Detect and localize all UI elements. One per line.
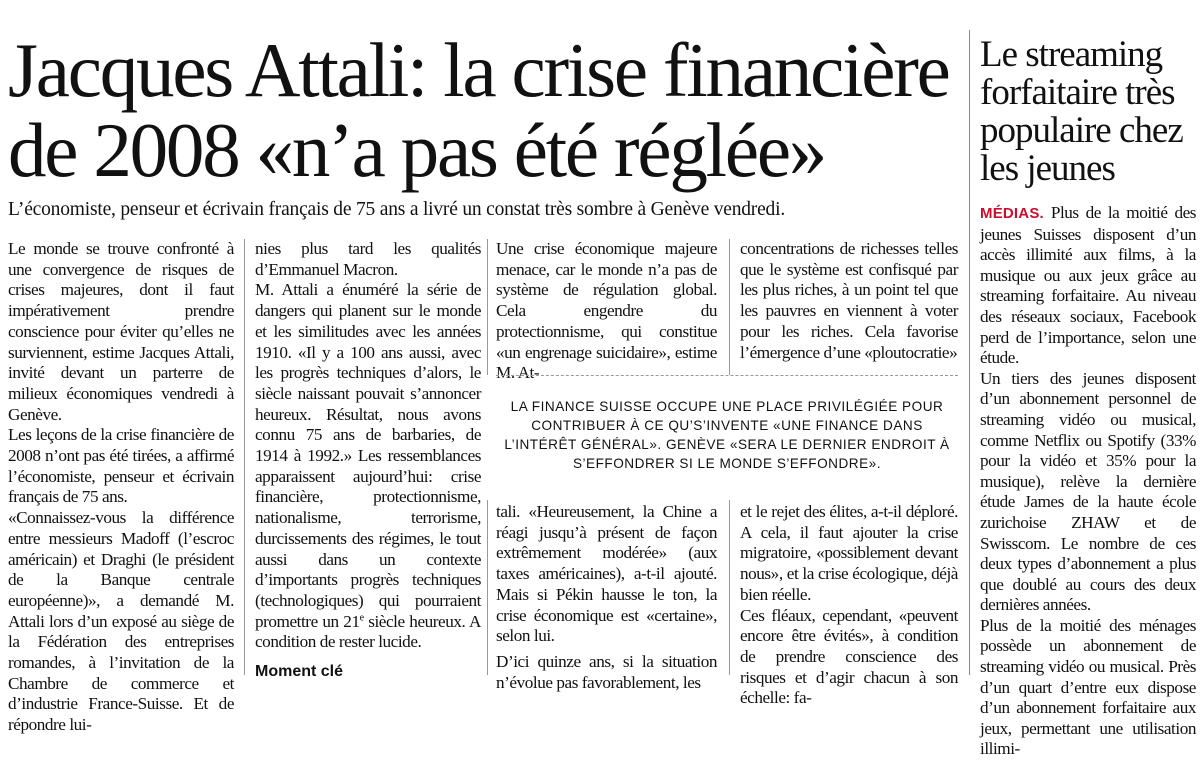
paragraph-text: Plus de la moitié des jeunes Suisses disposent d’un accès illimité aux films, à la musique ou aux jeux grâce au streaming forfaitaire. Au niveau des réseaux sociaux, Facebook perd de l’importance, selon une étude. <box>980 203 1196 368</box>
paragraph: tali. «Heureusement, la Chine a réagi jusqu’à présent de façon extrêmement modérée» (aux taxes américaines), a-t-il ajouté. Mais si Pékin hausse le ton, la crise économique est «certaine», selon lui. <box>496 502 717 646</box>
paragraph-text: M. Attali a énuméré la série de dangers qui planent sur le monde et les similitudes avec les années 1910. «Il y a 100 ans aussi, avec les progrès techniques d’alors, le siècle naissant pouvait s’annoncer heureux. Résultat, nous avons connu 75 ans de barbaries, de 1914 à 1992.» Les ressemblances apparaissent aujourd’hui: crise financière, protectionnisme, nationalisme, terrorisme, durcissements des régimes, le tout aussi dans un contexte d’importants progrès techniques (technologiques) qui pourraient promettre un 21 <box>255 280 481 631</box>
column-divider <box>729 500 730 675</box>
paragraph: «Connaissez-vous la différence entre messieurs Madoff (l’escroc américain) et Draghi (le président de la Banque centrale européenne)», a demandé M. Attali lors d’un exposé au siège de la Fédération des entreprises romandes, à l’invitation de la Chambre de commerce et d’industrie France-Suisse. Et de répondre lui- <box>8 508 234 735</box>
paragraph: et le rejet des élites, a-t-il déploré. A cela, il faut ajouter la crise migratoire, «possiblement devant nous», et la crise écologique, déjà bien réelle. <box>740 502 958 604</box>
article-column-3-top <box>496 239 717 384</box>
crosshead: Moment clé <box>255 663 344 681</box>
paragraph: concentrations de richesses telles que le système est confisqué par les plus riches, à un point tel que les pauvres en viennent à voter pour les riches. Cela favorise l’émergence d’une «ploutocratie» <box>740 239 958 362</box>
article-column-4-bottom <box>740 502 958 709</box>
paragraph: Un tiers des jeunes disposent d’un abonnement personnel de streaming vidéo ou musical, comme Netflix ou Spotify (33% pour la vidéo et 35% pour la musique), relève la dernière étude James de la haute école zurichoise ZHAW et de Swisscom. Le nombre de ces deux types d’abonnement a plus que doublé au cours des deux dernières années. <box>980 368 1196 615</box>
superscript: e <box>359 611 364 623</box>
paragraph <box>255 280 481 653</box>
paragraph: Plus de la moitié des ménages possède un abonnement de streaming vidéo ou musical. Près d’un quart d’entre eux dispose d’un abonnement forfaitaire aux jeux, permettant une utilisation illimi- <box>980 615 1196 759</box>
paragraph: Ces fléaux, cependant, «peuvent encore être évités», à condition de prendre conscience des risques et d’agir chacun à son échelle: fa- <box>740 605 958 708</box>
paragraph: Les leçons de la crise financière de 2008 n’ont pas été tirées, a affirmé l’économiste, penseur et écrivain français de 75 ans. <box>8 425 234 507</box>
column-divider <box>487 239 488 375</box>
paragraph-text: siècle heureux. A condition de rester lucide. <box>255 611 481 652</box>
article-dek: L’économiste, penseur et écrivain français de 75 ans a livré un constat très sombre à Genève vendredi. <box>8 199 785 220</box>
article-column-1 <box>8 239 234 736</box>
sidebar-article <box>980 203 1196 760</box>
column-divider <box>487 500 488 675</box>
section-kicker: MÉDIAS. <box>980 205 1044 222</box>
paragraph: nies plus tard les qualités d’Emmanuel Macron. <box>255 239 481 279</box>
column-divider <box>244 239 245 675</box>
paragraph: D’ici quinze ans, si la situation n’évolue pas favorablement, les <box>496 651 717 692</box>
pullquote-divider-top <box>496 375 958 376</box>
sidebar-headline: Le streaming forfaitaire très populaire chez les jeunes <box>980 34 1183 189</box>
article-column-2 <box>255 239 481 683</box>
article-column-4-top <box>740 239 958 363</box>
article-headline: Jacques Attali: la crise financière de 2008 «n’a pas été réglée» <box>8 27 949 193</box>
column-divider <box>729 239 730 375</box>
article-column-3-bottom <box>496 502 717 693</box>
paragraph <box>980 203 1196 369</box>
paragraph: Le monde se trouve confronté à une convergence de risques de crises majeures, dont il faut impérativement prendre conscience pour éviter qu’elles ne surviennent, estime Jacques Attali, invité devant un parterre de milieux économiques vendredi à Genève. <box>8 239 234 424</box>
sidebar-divider <box>969 30 970 675</box>
paragraph: Une crise économique majeure menace, car le monde n’a pas de système de régulation global. Cela engendre du protectionnisme, qui constitue «un engrenage suicidaire», estime M. At- <box>496 239 717 383</box>
pull-quote: LA FINANCE SUISSE OCCUPE UNE PLACE PRIVILÉGIÉE POUR CONTRIBUER À CE QU’S’INVENTE «UNE FINANCE DANS L’INTÉRÊT GÉNÉRAL». GENÈVE «SERA LE DERNIER ENDROIT À S’EFFONDRER SI LE MONDE S’EFFONDRE». <box>504 399 950 471</box>
